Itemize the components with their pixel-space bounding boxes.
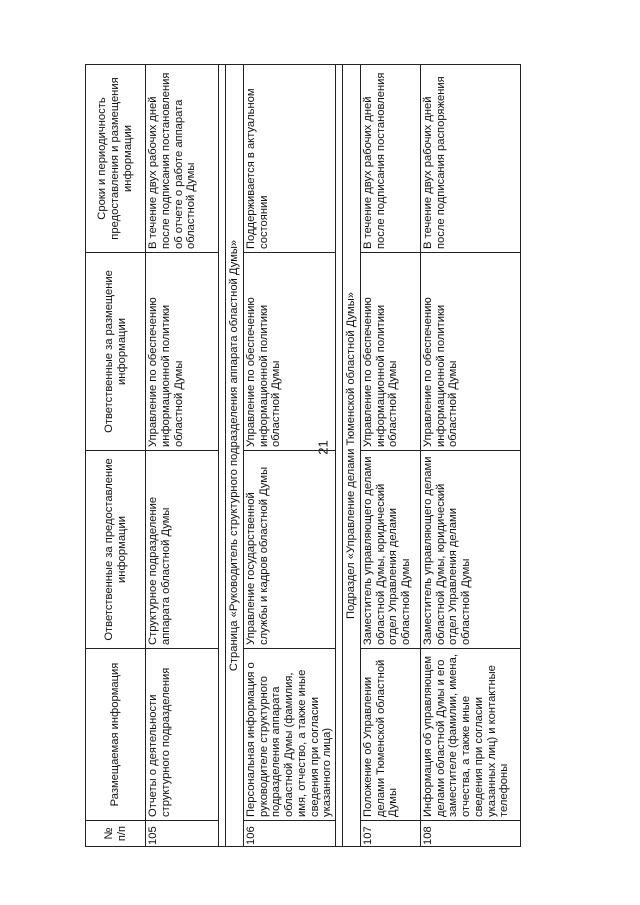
row-provider: Структурное подразделение аппарата областной Думы [146,451,219,649]
header-deadline: Сроки и периодичность предоставления и размещения информации [86,65,146,253]
header-provider: Ответственные за предоставление информации [86,451,146,649]
table-row [243,65,335,847]
row-publisher: Управление по обеспечению информационной политики областной Думы [360,253,420,451]
spacer-row [336,65,343,847]
row-deadline: Поддерживается в актуальном состоянии [243,65,335,253]
table-row [420,65,520,847]
row-deadline: В течение двух рабочих дней после подписания распоряжения [420,65,520,253]
row-deadline: В течение двух рабочих дней после подписания постановления об отчете о работе аппарата областной Думы [146,65,219,253]
rotated-table-container [85,65,511,847]
row-number: 107 [360,821,420,847]
row-number: 108 [420,821,520,847]
section-title: Страница «Руководитель структурного подразделения аппарата областной Думы» [226,65,244,847]
spacer-row [219,65,226,847]
row-number: 105 [146,821,219,847]
row-deadline: В течение двух рабочих дней после подписания постановления [360,65,420,253]
table-row [360,65,420,847]
section-row [343,65,361,847]
table-header-row [86,65,146,847]
information-table [85,64,521,847]
row-info: Отчеты о деятельности структурного подразделения [146,649,219,821]
header-publisher: Ответственные за размещение информации [86,253,146,451]
header-number: № п/п [86,821,146,847]
section-title: Подраздел «Управление делами Тюменской областной Думы» [343,65,361,847]
table-row [146,65,219,847]
row-info: Положение об Управлении делами Тюменской областной Думы [360,649,420,821]
row-publisher: Управление по обеспечению информационной политики областной Думы [420,253,520,451]
page-number: 21 [315,440,331,455]
row-provider: Заместитель управляющего делами областной Думы, юридический отдел Управления делами областной Думы [420,451,520,649]
row-publisher: Управление по обеспечению информационной политики областной Думы [146,253,219,451]
row-number: 106 [243,821,335,847]
row-info: Персональная информация о руководителе структурного подразделения аппарата областной Думы (фамилия, имя, отчество, а также иные сведения при согласии указанного лица) [243,649,335,821]
row-publisher: Управление по обеспечению информационной политики областной Думы [243,253,335,451]
section-row [226,65,244,847]
row-provider: Заместитель управляющего делами областной Думы, юридический отдел Управления делами областной Думы [360,451,420,649]
header-info: Размещаемая информация [86,649,146,821]
row-provider: Управление государственной службы и кадров областной Думы [243,451,335,649]
row-info: Информация об управляющем делами областной Думы и его заместителе (фамилии, имена, отчества, а также иные сведения при согласии указанных лиц) и контактные телефоны [420,649,520,821]
